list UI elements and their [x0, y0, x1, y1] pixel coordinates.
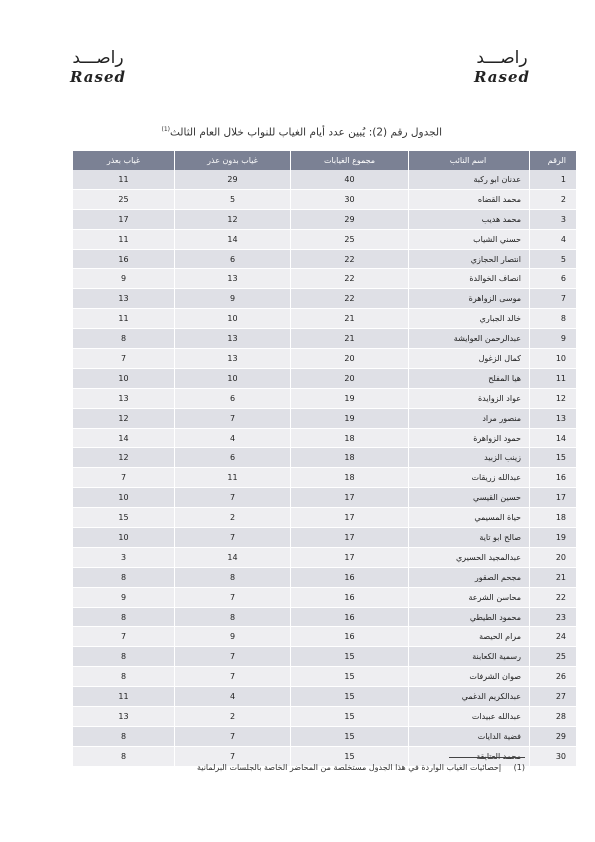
cell-excused: 15	[73, 508, 175, 528]
cell-unexcused: 7	[175, 726, 291, 746]
header-total: مجموع الغيابات	[291, 151, 409, 170]
table-caption	[72, 126, 442, 139]
cell-total: 22	[291, 269, 409, 289]
cell-total: 15	[291, 667, 409, 687]
cell-name: انتصار الحجازي	[409, 249, 530, 269]
cell-total: 16	[291, 567, 409, 587]
cell-total: 22	[291, 289, 409, 309]
cell-name: مجحم الصقور	[409, 567, 530, 587]
cell-excused: 11	[73, 170, 175, 189]
cell-num: 6	[530, 269, 577, 289]
cell-num: 8	[530, 309, 577, 329]
footnote-mark: (1)	[513, 763, 525, 772]
cell-total: 15	[291, 726, 409, 746]
cell-num: 25	[530, 647, 577, 667]
cell-excused: 9	[73, 587, 175, 607]
table-row	[73, 707, 577, 727]
footnote	[160, 763, 525, 772]
cell-num: 18	[530, 508, 577, 528]
cell-num: 12	[530, 388, 577, 408]
table-row	[73, 368, 577, 388]
cell-unexcused: 2	[175, 707, 291, 727]
cell-name: عواد الزوايدة	[409, 388, 530, 408]
cell-total: 16	[291, 607, 409, 627]
cell-excused: 7	[73, 468, 175, 488]
footnote-separator	[449, 757, 525, 758]
cell-excused: 10	[73, 368, 175, 388]
cell-total: 17	[291, 528, 409, 548]
table-row	[73, 189, 577, 209]
cell-name: رسمية الكعابنة	[409, 647, 530, 667]
cell-num: 26	[530, 667, 577, 687]
cell-excused: 11	[73, 309, 175, 329]
cell-unexcused: 10	[175, 309, 291, 329]
cell-name: محاسن الشرعة	[409, 587, 530, 607]
rased-logo-right	[462, 48, 542, 86]
header-unexcused: غياب بدون عذر	[175, 151, 291, 170]
cell-name: محمد هديب	[409, 209, 530, 229]
cell-num: 23	[530, 607, 577, 627]
cell-unexcused: 11	[175, 468, 291, 488]
table-header-row	[73, 151, 577, 170]
cell-total: 15	[291, 687, 409, 707]
rased-logo-left	[58, 48, 138, 86]
cell-unexcused: 29	[175, 170, 291, 189]
cell-excused: 11	[73, 687, 175, 707]
cell-name: حمود الزواهرة	[409, 428, 530, 448]
cell-unexcused: 7	[175, 528, 291, 548]
cell-num: 29	[530, 726, 577, 746]
cell-excused: 17	[73, 209, 175, 229]
cell-name: مرام الحيصة	[409, 627, 530, 647]
cell-total: 19	[291, 388, 409, 408]
table-row	[73, 170, 577, 189]
cell-name: كمال الزغول	[409, 349, 530, 369]
logo-arabic-text: راصـــد	[72, 48, 124, 68]
table-row	[73, 667, 577, 687]
cell-num: 15	[530, 448, 577, 468]
cell-excused: 8	[73, 746, 175, 766]
table-row	[73, 726, 577, 746]
cell-unexcused: 13	[175, 349, 291, 369]
cell-unexcused: 12	[175, 209, 291, 229]
cell-total: 15	[291, 746, 409, 766]
cell-unexcused: 6	[175, 249, 291, 269]
cell-name: محمود الطيطي	[409, 607, 530, 627]
table-row	[73, 488, 577, 508]
cell-num: 7	[530, 289, 577, 309]
cell-excused: 8	[73, 667, 175, 687]
cell-num: 14	[530, 428, 577, 448]
cell-num: 22	[530, 587, 577, 607]
cell-num: 20	[530, 547, 577, 567]
caption-footnote-ref: (1)	[161, 126, 170, 133]
table-row	[73, 687, 577, 707]
cell-excused: 10	[73, 488, 175, 508]
table-row	[73, 528, 577, 548]
cell-excused: 12	[73, 448, 175, 468]
cell-unexcused: 10	[175, 368, 291, 388]
table-row	[73, 388, 577, 408]
cell-unexcused: 13	[175, 269, 291, 289]
table-row	[73, 329, 577, 349]
cell-name: حياة المسيمي	[409, 508, 530, 528]
table-row	[73, 627, 577, 647]
absence-table	[72, 151, 576, 767]
cell-num: 3	[530, 209, 577, 229]
cell-num: 9	[530, 329, 577, 349]
table-row	[73, 269, 577, 289]
caption-text: الجدول رقم (2): يُبين عدد أيام الغياب للنواب خلال العام الثالث	[169, 126, 442, 139]
cell-name: عبدالله عبيدات	[409, 707, 530, 727]
table-row	[73, 508, 577, 528]
cell-unexcused: 9	[175, 289, 291, 309]
cell-name: هيا المفلح	[409, 368, 530, 388]
cell-name: انصاف الخوالدة	[409, 269, 530, 289]
table-row	[73, 607, 577, 627]
cell-total: 16	[291, 627, 409, 647]
cell-excused: 13	[73, 388, 175, 408]
cell-unexcused: 2	[175, 508, 291, 528]
cell-unexcused: 6	[175, 388, 291, 408]
cell-total: 29	[291, 209, 409, 229]
logo-latin-text: Rased	[69, 68, 126, 86]
cell-total: 17	[291, 488, 409, 508]
cell-unexcused: 7	[175, 667, 291, 687]
header-num: الرقم	[530, 151, 577, 170]
cell-excused: 8	[73, 726, 175, 746]
cell-total: 18	[291, 448, 409, 468]
cell-unexcused: 7	[175, 408, 291, 428]
cell-excused: 7	[73, 349, 175, 369]
cell-excused: 13	[73, 289, 175, 309]
cell-unexcused: 9	[175, 627, 291, 647]
cell-unexcused: 7	[175, 647, 291, 667]
table-row	[73, 229, 577, 249]
cell-excused: 12	[73, 408, 175, 428]
cell-name: صالح ابو تاية	[409, 528, 530, 548]
cell-excused: 16	[73, 249, 175, 269]
cell-excused: 25	[73, 189, 175, 209]
cell-num: 2	[530, 189, 577, 209]
cell-name: فضية الدايات	[409, 726, 530, 746]
table-row	[73, 309, 577, 329]
table-row	[73, 289, 577, 309]
cell-name: موسى الزواهرة	[409, 289, 530, 309]
cell-unexcused: 8	[175, 567, 291, 587]
cell-excused: 11	[73, 229, 175, 249]
cell-total: 18	[291, 468, 409, 488]
cell-name: عبدالمجيد الحسيري	[409, 547, 530, 567]
cell-unexcused: 7	[175, 587, 291, 607]
cell-total: 22	[291, 249, 409, 269]
cell-num: 30	[530, 746, 577, 766]
cell-total: 30	[291, 189, 409, 209]
cell-name: حسين القيسي	[409, 488, 530, 508]
cell-excused: 7	[73, 627, 175, 647]
cell-unexcused: 7	[175, 488, 291, 508]
cell-total: 20	[291, 368, 409, 388]
cell-excused: 10	[73, 528, 175, 548]
cell-num: 16	[530, 468, 577, 488]
footnote-text: إحصائيات الغياب الواردة في هذا الجدول مستخلصة من المحاضر الخاصة بالجلسات البرلمانية	[196, 763, 502, 772]
cell-unexcused: 4	[175, 687, 291, 707]
cell-name: عبدالرحمن العوايشة	[409, 329, 530, 349]
cell-excused: 14	[73, 428, 175, 448]
cell-excused: 13	[73, 707, 175, 727]
header-excused: غياب بعذر	[73, 151, 175, 170]
cell-unexcused: 7	[175, 746, 291, 766]
cell-num: 10	[530, 349, 577, 369]
cell-total: 18	[291, 428, 409, 448]
logo-latin-text: Rased	[473, 68, 530, 86]
cell-excused: 3	[73, 547, 175, 567]
table-row	[73, 428, 577, 448]
cell-name: حسني الشياب	[409, 229, 530, 249]
table-row	[73, 349, 577, 369]
cell-unexcused: 14	[175, 229, 291, 249]
table-row	[73, 547, 577, 567]
cell-name: محمد القضاه	[409, 189, 530, 209]
cell-name: عبدالكريم الدغمي	[409, 687, 530, 707]
cell-unexcused: 13	[175, 329, 291, 349]
cell-total: 15	[291, 707, 409, 727]
cell-num: 27	[530, 687, 577, 707]
cell-total: 17	[291, 547, 409, 567]
cell-name: عدنان ابو ركبة	[409, 170, 530, 189]
cell-excused: 8	[73, 567, 175, 587]
cell-unexcused: 6	[175, 448, 291, 468]
cell-num: 4	[530, 229, 577, 249]
cell-unexcused: 8	[175, 607, 291, 627]
cell-num: 17	[530, 488, 577, 508]
cell-total: 21	[291, 329, 409, 349]
cell-name: عبدالله زريقات	[409, 468, 530, 488]
cell-total: 21	[291, 309, 409, 329]
cell-excused: 8	[73, 329, 175, 349]
table-row	[73, 647, 577, 667]
cell-num: 28	[530, 707, 577, 727]
cell-excused: 9	[73, 269, 175, 289]
cell-total: 16	[291, 587, 409, 607]
table-row	[73, 567, 577, 587]
table-row	[73, 448, 577, 468]
cell-total: 25	[291, 229, 409, 249]
table-row	[73, 468, 577, 488]
cell-num: 19	[530, 528, 577, 548]
table-row	[73, 249, 577, 269]
table-row	[73, 408, 577, 428]
cell-name: خالد الجباري	[409, 309, 530, 329]
cell-num: 21	[530, 567, 577, 587]
cell-excused: 8	[73, 647, 175, 667]
cell-unexcused: 5	[175, 189, 291, 209]
cell-num: 1	[530, 170, 577, 189]
cell-total: 15	[291, 647, 409, 667]
cell-total: 40	[291, 170, 409, 189]
cell-total: 20	[291, 349, 409, 369]
cell-num: 13	[530, 408, 577, 428]
cell-name: صوان الشرفات	[409, 667, 530, 687]
cell-unexcused: 14	[175, 547, 291, 567]
cell-unexcused: 4	[175, 428, 291, 448]
table-row	[73, 209, 577, 229]
cell-num: 11	[530, 368, 577, 388]
cell-total: 19	[291, 408, 409, 428]
cell-total: 17	[291, 508, 409, 528]
table-row	[73, 587, 577, 607]
header-name: اسم النائب	[409, 151, 530, 170]
logo-arabic-text: راصـــد	[476, 48, 528, 68]
cell-name: منصور مراد	[409, 408, 530, 428]
cell-excused: 8	[73, 607, 175, 627]
cell-num: 5	[530, 249, 577, 269]
cell-name: زينب الزبيد	[409, 448, 530, 468]
cell-num: 24	[530, 627, 577, 647]
